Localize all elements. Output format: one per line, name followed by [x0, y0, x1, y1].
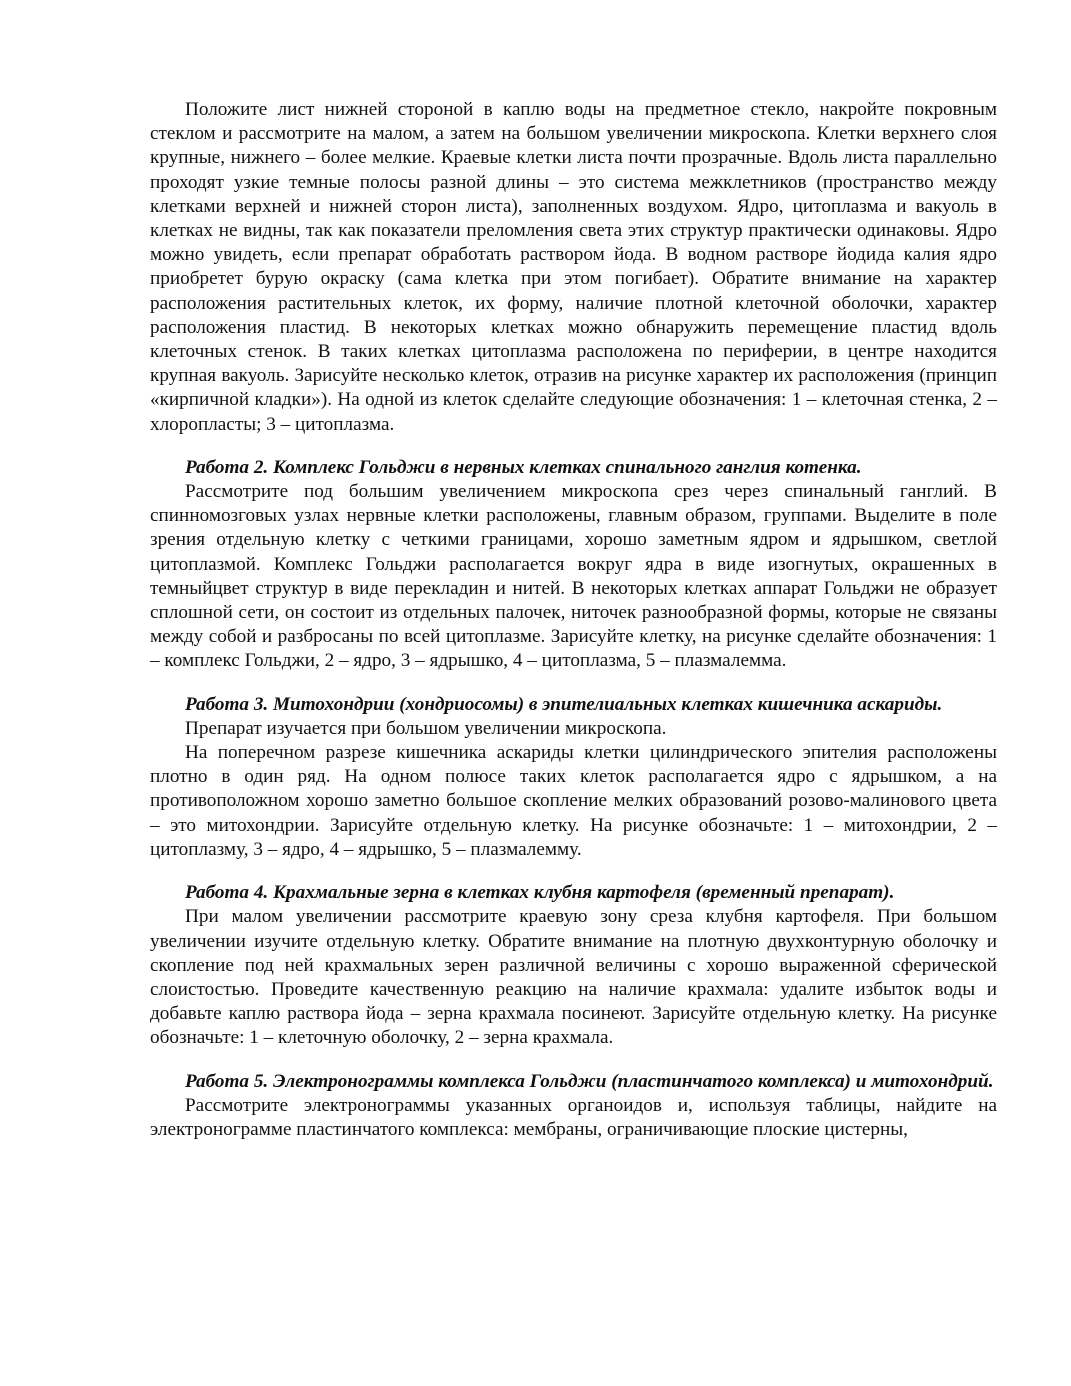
work-2-paragraph-1: Рассмотрите под большим увеличением микроскопа срез через спинальный ганглий. В спинномозговых узлах нервные клетки расположены, главным образом, группами. Выделите в поле зрения отдельную клетку с четкими границами, хорошо заметным ядром и ядрышком, светлой цитоплазмой. Комплекс Гольджи располагается вокруг ядра в виде изогнутых, окрашенных в темныйцвет структур в виде перекладин и нитей. В некоторых клетках аппарат Гольджи не образует сплошной сети, он состоит из отдельных палочек, ниточек разнообразной формы, которые не связаны между собой и разбросаны по всей цитоплазме. Зарисуйте клетку, на рисунке сделайте обозначения: 1 – комплекс Гольджи, 2 – ядро, 3 – ядрышко, 4 – цитоплазма, 5 – плазмалемма. — [150, 481, 997, 672]
work-5-paragraph-1: Рассмотрите электронограммы указанных органоидов и, используя таблицы, найдите на электронограмме пластинчатого комплекса: мембраны, ограничивающие плоские цистерны, — [150, 1094, 997, 1140]
work-5-heading: Работа 5. Электронограммы комплекса Гольджи (пластинчатого комплекса) и митохондрий. — [185, 1070, 994, 1092]
document-page — [150, 98, 997, 1142]
work-3-heading: Работа 3. Митохондрии (хондриосомы) в эпителиальных клетках кишечника аскариды. — [185, 693, 943, 715]
work-4-heading: Работа 4. Крахмальные зерна в клетках клубня картофеля (временный препарат). — [185, 882, 895, 904]
work-4-paragraph-1: При малом увеличении рассмотрите краевую зону среза клубня картофеля. При большом увеличении изучите отдельную клетку. Обратите внимание на плотную двухконтурную оболочку и скопление под ней крахмальных зерен различной величины с хорошо выраженной сферической слоистостью. Проведите качественную реакцию на наличие крахмала: удалите избыток воды и добавьте каплю раствора йода – зерна крахмала посинеют. Зарисуйте отдельную клетку. На рисунке обозначьте: 1 – клеточную оболочку, 2 – зерна крахмала. — [150, 906, 997, 1049]
intro-paragraph: Положите лист нижней стороной в каплю воды на предметное стекло, накройте покровным стеклом и рассмотрите на малом, а затем на большом увеличении микроскопа. Клетки верхнего слоя крупные, нижнего – более мелкие. Краевые клетки листа почти прозрачные. Вдоль листа параллельно проходят узкие темные полосы разной длины – это система межклетников (пространство между клетками верхней и нижней сторон листа), заполненных воздухом. Ядро, цитоплазма и вакуоль в клетках не видны, так как показатели преломления света этих структур практически одинаковы. Ядро можно увидеть, если препарат обработать раствором йода. В водном растворе йодида калия ядро приобретет бурую окраску (сама клетка при этом погибает). Обратите внимание на характер расположения растительных клеток, их форму, наличие плотной клеточной оболочки, характер расположения пластид. В некоторых клетках можно обнаружить перемещение пластид вдоль клеточных стенок. В таких клетках цитоплазма расположена по периферии, в центре находится крупная вакуоль. Зарисуйте несколько клеток, отразив на рисунке характер их расположения (принцип «кирпичной кладки»). На одной из клеток сделайте следующие обозначения: 1 – клеточная стенка, 2 – хлоропласты; 3 – цитоплазма. — [150, 99, 997, 435]
work-3-paragraph-2: На поперечном разрезе кишечника аскариды клетки цилиндрического эпителия расположены плотно в один ряд. На одном полюсе таких клеток располагается ядро с ядрышком, а на противоположном хорошо заметно большое скопление мелких образований розово-малинового цвета – это митохондрии. Зарисуйте отдельную клетку. На рисунке обозначьте: 1 – митохондрии, 2 – цитоплазму, 3 – ядро, 4 – ядрышко, 5 – плазмалемму. — [150, 742, 997, 860]
work-2-heading: Работа 2. Комплекс Гольджи в нервных клетках спинального ганглия котенка. — [185, 456, 862, 478]
work-3-paragraph-1: Препарат изучается при большом увеличении микроскопа. — [185, 717, 667, 739]
